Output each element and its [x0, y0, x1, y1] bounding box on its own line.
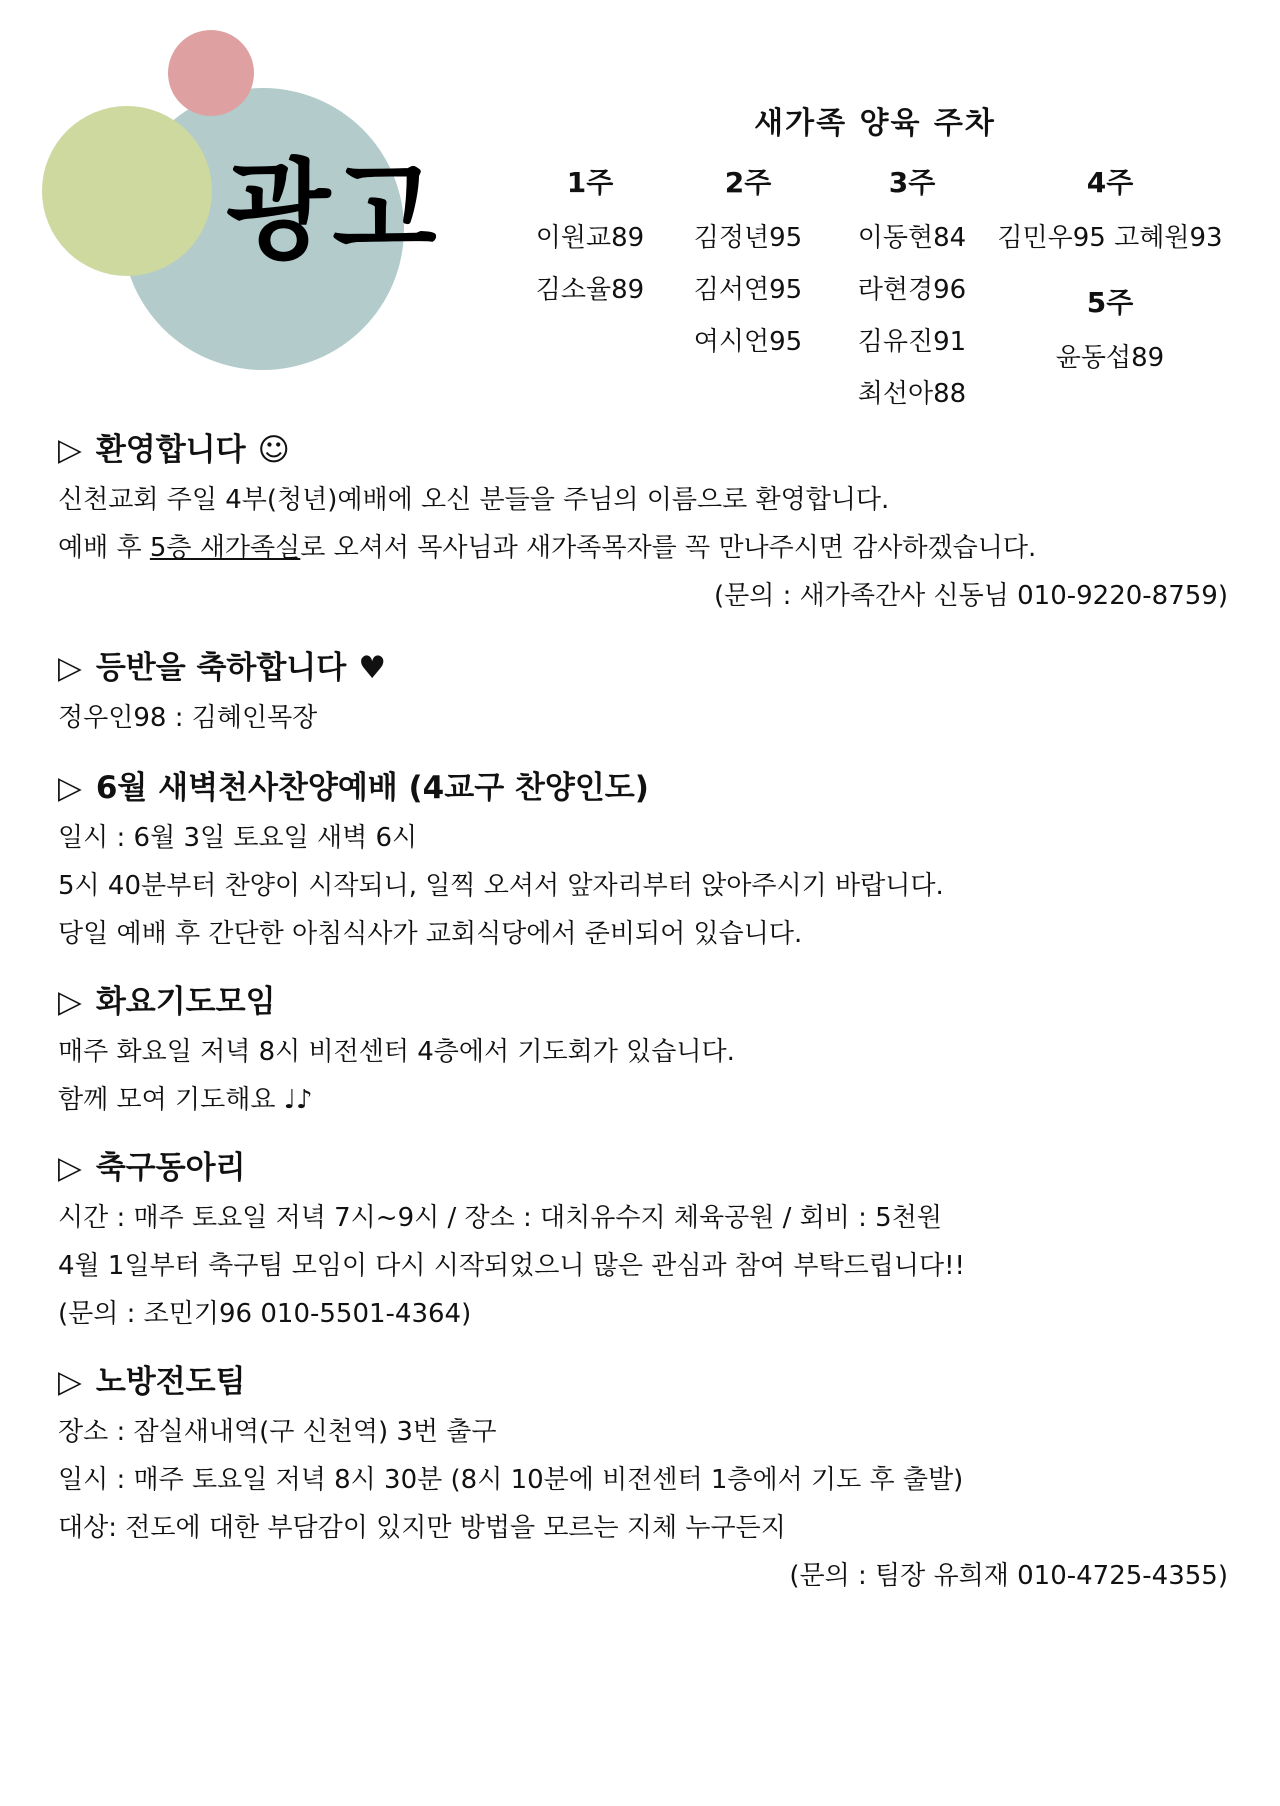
triangle-bullet-icon: ▷ — [58, 984, 82, 1020]
week-header: 4주 — [1086, 166, 1134, 199]
prayer-section — [58, 976, 1240, 1124]
soccer-title: 축구동아리 — [95, 1150, 246, 1186]
room-location: 5층 새가족실 — [149, 533, 301, 563]
week-5-column — [990, 274, 1230, 384]
week-name: 김소율89 — [535, 275, 645, 305]
week-header: 2주 — [724, 166, 772, 199]
week-header: 1주 — [566, 166, 614, 199]
welcome-title: 환영합니다 — [95, 432, 246, 468]
green-circle — [42, 106, 212, 276]
week-2-column — [678, 154, 818, 368]
week-name: 김정년95 — [693, 223, 803, 253]
section-title — [58, 762, 1240, 814]
promotion-line: 정우인98 : 김혜인목장 — [58, 703, 318, 733]
section-title — [58, 642, 1240, 694]
triangle-bullet-icon: ▷ — [58, 770, 82, 806]
evangelism-title: 노방전도팀 — [95, 1364, 246, 1400]
training-weeks — [500, 90, 1260, 420]
dawn-line: 5시 40분부터 찬양이 시작되니, 일찍 오셔서 앞자리부터 앉아주시기 바랍니다. — [58, 871, 944, 901]
week-name: 최선아88 — [857, 379, 967, 409]
triangle-bullet-icon: ▷ — [58, 1150, 82, 1186]
prayer-line: 매주 화요일 저녁 8시 비전센터 4층에서 기도회가 있습니다. — [58, 1037, 735, 1067]
week-name: 김서연95 — [693, 275, 803, 305]
week-header: 3주 — [888, 166, 936, 199]
week-header: 5주 — [1086, 286, 1134, 319]
prayer-title: 화요기도모임 — [95, 984, 276, 1020]
heart-icon: ♥ — [358, 650, 387, 686]
welcome-line — [58, 524, 1240, 572]
promotion-title: 등반을 축하합니다 — [95, 650, 347, 686]
week-name: 이원교89 — [535, 223, 645, 253]
section-title — [58, 1356, 1240, 1408]
weeks-title: 새가족 양육 주차 — [754, 106, 996, 141]
page-title: 광고 — [226, 149, 439, 274]
welcome-line-text: 예배 후 — [58, 533, 150, 563]
week-name: 김유진91 — [857, 327, 967, 357]
week-name: 라현경96 — [857, 275, 967, 305]
evangelism-line: 장소 : 잠실새내역(구 신천역) 3번 출구 — [58, 1417, 497, 1447]
ad-logo — [0, 0, 460, 390]
prayer-line: 함께 모여 기도해요 ♩♪ — [58, 1085, 313, 1115]
welcome-line-text: 로 오셔서 목사님과 새가족목자를 꼭 만나주시면 감사하겠습니다. — [300, 533, 1037, 563]
week-3-column — [842, 154, 982, 420]
week-1-column — [520, 154, 660, 316]
dawn-line: 당일 예배 후 간단한 아침식사가 교회식당에서 준비되어 있습니다. — [58, 919, 803, 949]
welcome-contact: (문의 : 새가족간사 신동님 010-9220-8759) — [714, 581, 1228, 611]
section-title — [58, 976, 1240, 1028]
welcome-line: 신천교회 주일 4부(청년)예배에 오신 분들을 주님의 이름으로 환영합니다. — [58, 485, 890, 515]
promotion-section — [58, 642, 1240, 742]
evangelism-contact: (문의 : 팀장 유희재 010-4725-4355) — [789, 1561, 1228, 1591]
soccer-section — [58, 1142, 1240, 1338]
smile-icon: ☺ — [257, 432, 290, 468]
section-title — [58, 1142, 1240, 1194]
week-4-column — [990, 154, 1230, 264]
soccer-line: (문의 : 조민기96 010-5501-4364) — [58, 1299, 472, 1329]
week-name: 여시언95 — [693, 327, 803, 357]
dawn-title: 6월 새벽천사찬양예배 (4교구 찬양인도) — [95, 770, 649, 806]
welcome-section — [58, 424, 1240, 620]
triangle-bullet-icon: ▷ — [58, 432, 82, 468]
evangelism-line: 대상: 전도에 대한 부담감이 있지만 방법을 모르는 지체 누구든지 — [58, 1513, 786, 1543]
pink-circle — [168, 30, 254, 116]
triangle-bullet-icon: ▷ — [58, 1364, 82, 1400]
section-title — [58, 424, 1240, 476]
evangelism-line: 일시 : 매주 토요일 저녁 8시 30분 (8시 10분에 비전센터 1층에서 기도 후 출발) — [58, 1465, 964, 1495]
dawn-line: 일시 : 6월 3일 토요일 새벽 6시 — [58, 823, 418, 853]
week-name: 이동현84 — [857, 223, 967, 253]
week-name: 김민우95 고혜원93 — [997, 223, 1223, 253]
week-name: 윤동섭89 — [1055, 343, 1165, 373]
dawn-worship-section — [58, 762, 1240, 958]
soccer-line: 시간 : 매주 토요일 저녁 7시~9시 / 장소 : 대치유수지 체육공원 / 회비 : 5천원 — [58, 1203, 942, 1233]
evangelism-section — [58, 1356, 1240, 1600]
soccer-line: 4월 1일부터 축구팀 모임이 다시 시작되었으니 많은 관심과 참여 부탁드립니다!! — [58, 1251, 965, 1281]
triangle-bullet-icon: ▷ — [58, 650, 82, 686]
